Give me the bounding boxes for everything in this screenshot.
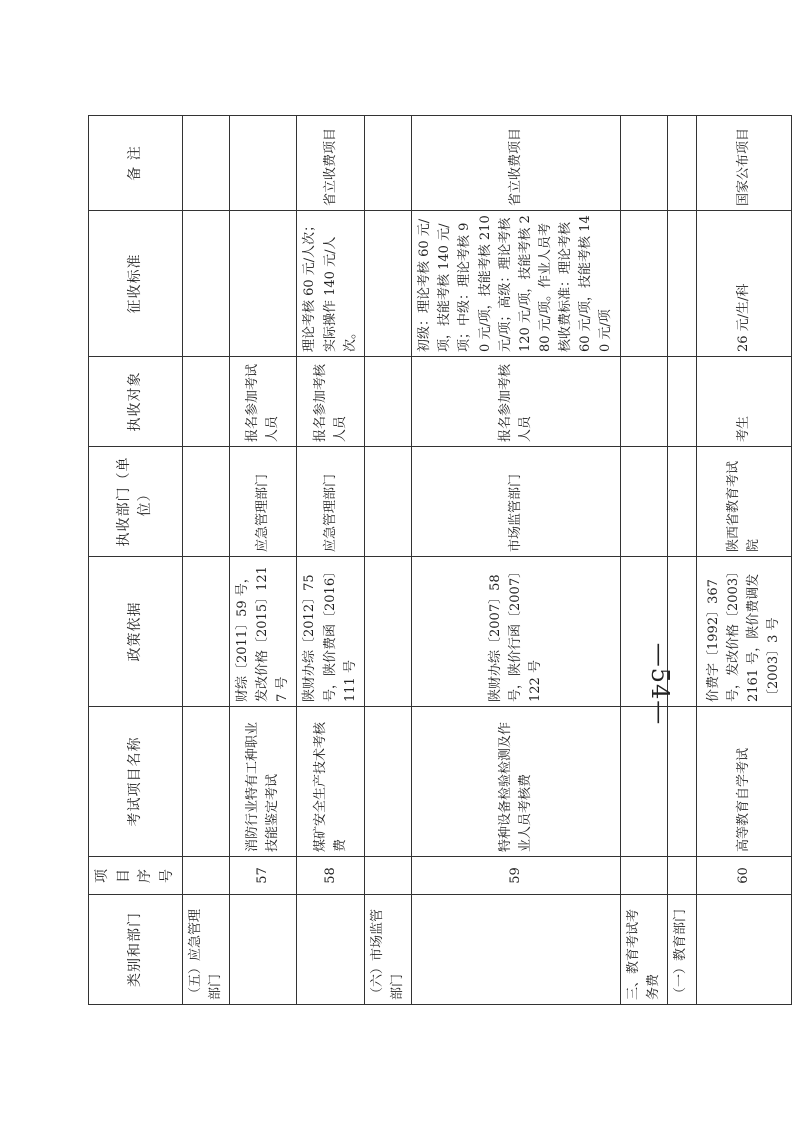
- cell-name: 煤矿安全生产技术考核费: [297, 707, 364, 857]
- cell-no: 57: [230, 857, 297, 895]
- cell-dept: [667, 447, 696, 557]
- cell-name: 高等教育自学考试: [696, 707, 791, 857]
- cell-note: [620, 116, 667, 211]
- cell-basis: [182, 557, 229, 707]
- cell-target: 考生: [696, 357, 791, 447]
- cell-note: 省立收费项目: [297, 116, 364, 211]
- cell-no: 58: [297, 857, 364, 895]
- cell-note: [364, 116, 411, 211]
- cell-category: [696, 895, 791, 1005]
- header-row: [89, 116, 183, 1005]
- cell-dept: 应急管理部门: [297, 447, 364, 557]
- cell-no: 59: [412, 857, 620, 895]
- cell-basis: 陕财办综〔2012〕75 号，陕价费函〔2016〕111 号: [297, 557, 364, 707]
- cell-standard: [230, 211, 297, 357]
- cell-category: [230, 895, 297, 1005]
- table-row: [364, 116, 411, 1005]
- page-number-text: —54—: [646, 642, 674, 726]
- cell-standard: [620, 211, 667, 357]
- col-dept: 执收部门（单位）: [89, 447, 183, 557]
- cell-dept: 陕西省教育考试院: [696, 447, 791, 557]
- cell-target: [364, 357, 411, 447]
- cell-name: [667, 707, 696, 857]
- cell-dept: 市场监管部门: [412, 447, 620, 557]
- fee-table: [88, 115, 792, 1005]
- cell-target: 报名参加考核人员: [412, 357, 620, 447]
- cell-name: 消防行业特有工种职业技能鉴定考试: [230, 707, 297, 857]
- cell-basis: 财综〔2011〕59 号，发改价格〔2015〕1217 号: [230, 557, 297, 707]
- table-row: [667, 116, 696, 1005]
- col-standard: 征收标准: [89, 211, 183, 357]
- table-row: [696, 116, 791, 1005]
- cell-note: [230, 116, 297, 211]
- table-row: [297, 116, 364, 1005]
- cell-no: [620, 857, 667, 895]
- cell-standard: [667, 211, 696, 357]
- cell-category: （六）市场监管部门: [364, 895, 411, 1005]
- cell-note: [667, 116, 696, 211]
- cell-standard: 理论考核 60 元/人次；实际操作 140 元/人次。: [297, 211, 364, 357]
- cell-target: 报名参加考核人员: [297, 357, 364, 447]
- cell-note: 省立收费项目: [412, 116, 620, 211]
- cell-dept: [182, 447, 229, 557]
- cell-target: [182, 357, 229, 447]
- table-row: [230, 116, 297, 1005]
- cell-category: [297, 895, 364, 1005]
- cell-standard: 26 元/生/科: [696, 211, 791, 357]
- cell-name: [364, 707, 411, 857]
- cell-no: [364, 857, 411, 895]
- col-target: 执收对象: [89, 357, 183, 447]
- table-row: [412, 116, 620, 1005]
- cell-category: 三、教育考试考务费: [620, 895, 667, 1005]
- cell-dept: [620, 447, 667, 557]
- cell-dept: 应急管理部门: [230, 447, 297, 557]
- cell-name: [182, 707, 229, 857]
- cell-name: [620, 707, 667, 857]
- cell-target: [667, 357, 696, 447]
- cell-basis: 价费字〔1992〕367 号，发改价格〔2003〕2161 号，陕价费调发〔2003〕3 号: [696, 557, 791, 707]
- col-basis: 政策依据: [89, 557, 183, 707]
- col-category: 类别和部门: [89, 895, 183, 1005]
- cell-standard: 初级：理论考核 60 元/项，技能考核 140 元/项；中级：理论考核 90 元/项，技能考核 210 元/项；高级：理论考核 120 元/项，技能考核 280 元/项。作业人员考核收费标准：理论考核 60 元/项，技能考核 140 元/项: [412, 211, 620, 357]
- col-no: 项目序号: [89, 857, 183, 895]
- cell-dept: [364, 447, 411, 557]
- cell-basis: [364, 557, 411, 707]
- cell-target: 报名参加考试人员: [230, 357, 297, 447]
- cell-name: 特种设备检验检测及作业人员考核费: [412, 707, 620, 857]
- cell-no: [182, 857, 229, 895]
- table-row: [620, 116, 667, 1005]
- cell-category: （一）教育部门: [667, 895, 696, 1005]
- cell-category: [412, 895, 620, 1005]
- cell-standard: [364, 211, 411, 357]
- cell-category: （五）应急管理部门: [182, 895, 229, 1005]
- cell-standard: [182, 211, 229, 357]
- col-note: 备 注: [89, 116, 183, 211]
- cell-no: [667, 857, 696, 895]
- table-row: [182, 116, 229, 1005]
- cell-note: [182, 116, 229, 211]
- col-name: 考试项目名称: [89, 707, 183, 857]
- cell-note: 国家公布项目: [696, 116, 791, 211]
- cell-basis: 陕财办综〔2007〕58 号，陕价行函〔2007〕122 号: [412, 557, 620, 707]
- cell-target: [620, 357, 667, 447]
- cell-no: 60: [696, 857, 791, 895]
